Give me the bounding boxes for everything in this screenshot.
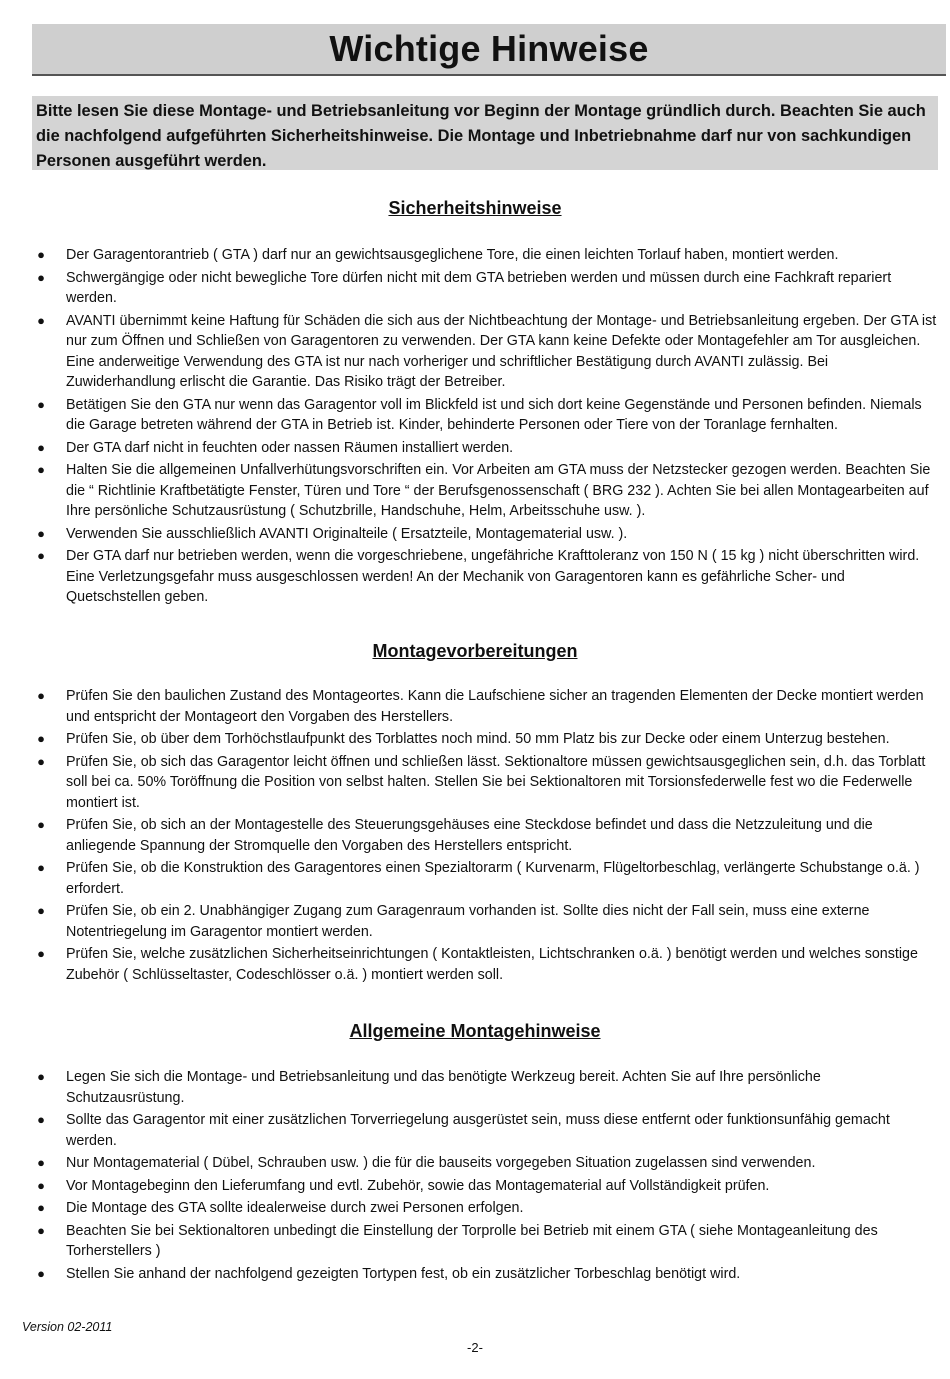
section-heading-montagevorbereitungen: Montagevorbereitungen [372, 641, 578, 661]
list-item-text: Die Montage des GTA sollte idealerweise durch zwei Personen erfolgen. [66, 1200, 524, 1216]
list-item-text: Legen Sie sich die Montage- und Betriebsanleitung und das benötigte Werkzeug bereit. Achten Sie auf Ihre persönliche Schutzausrüstung. [66, 1069, 821, 1106]
list-item [36, 1264, 941, 1285]
list-item-text: Der GTA darf nicht in feuchten oder nassen Räumen installiert werden. [66, 439, 514, 456]
bullet-icon: ● [37, 1177, 45, 1193]
list-item-text: Betätigen Sie den GTA nur wenn das Garagentor voll im Blickfeld ist und sich dort keine Gegenstände und Personen befinden. Niemals die Garage betreten während der GTA in Betrieb ist. Kinder, behinderte Personen oder Tiere von der Toranlage fernhalten. [66, 396, 922, 433]
bullet-icon: ● [37, 312, 45, 328]
version-label: Version 02-2011 [22, 1320, 113, 1334]
list-item-text: Vor Montagebeginn den Lieferumfang und evtl. Zubehör, sowie das Montagematerial auf Vollständigkeit prüfen. [66, 1177, 770, 1194]
bullet-icon: ● [37, 439, 45, 455]
list-item [36, 1176, 941, 1197]
list-item [36, 815, 941, 856]
list-item-text: Schwergängige oder nicht bewegliche Tore dürfen nicht mit dem GTA betrieben werden und müssen durch eine Fachkraft repariert werden. [66, 269, 892, 306]
list-item-text: Prüfen Sie den baulichen Zustand des Montageortes. Kann die Laufschiene sicher an tragenden Elementen der Decke montiert werden und entspricht der Montageort den Vorgaben des Herstellers. [66, 688, 924, 725]
bullet-icon: ● [37, 753, 45, 769]
bullet-icon: ● [37, 817, 45, 832]
bullet-icon: ● [37, 525, 45, 541]
list-item [36, 524, 941, 545]
bullet-icon: ● [37, 247, 45, 262]
list-item [36, 901, 941, 942]
title-bar [32, 24, 946, 76]
bullet-icon: ● [37, 1222, 45, 1238]
list-item [36, 245, 941, 266]
list-item-text: Beachten Sie bei Sektionaltoren unbedingt die Einstellung der Torprolle bei Betrieb mit einem GTA ( siehe Montageanleitung des Torherstellers ) [66, 1222, 878, 1259]
list-item [36, 858, 941, 899]
list-item-text: Der Garagentorantrieb ( GTA ) darf nur an gewichtsausgeglichene Tore, die einen leichten Torlauf haben, montiert werden. [66, 247, 839, 263]
list-item [36, 1221, 941, 1262]
list-item-text: Prüfen Sie, welche zusätzlichen Sicherheitseinrichtungen ( Kontaktleisten, Lichtschranken o.ä. ) benötigt werden und welches sonstige Zubehör ( Schlüsseltaster, Codeschlösser o.ä. ) montiert werden soll. [66, 946, 918, 983]
section-heading-allgemeine-montagehinweise: Allgemeine Montagehinweise [349, 1021, 601, 1041]
list-item [36, 1067, 941, 1108]
bullet-icon: ● [37, 548, 45, 563]
bullet-icon: ● [37, 1265, 45, 1281]
list-item [36, 729, 941, 750]
list-item-text: Verwenden Sie ausschließlich AVANTI Originalteile ( Ersatzteile, Montagematerial usw. ). [66, 525, 628, 542]
list-item [36, 546, 941, 608]
list-item-text: Prüfen Sie, ob sich das Garagentor leicht öffnen und schließen lässt. Sektionaltore müssen gewichtsausgeglichen sein, d.h. das Torblatt soll bei ca. 50% Toröffnung die Position von selbst halten. Stellen Sie bei Sektionaltoren mit Torsionsfederwelle fest wo die Federwelle montiert ist. [66, 753, 926, 811]
list-item-text: Halten Sie die allgemeinen Unfallverhütungsvorschriften ein. Vor Arbeiten am GTA muss der Netzstecker gezogen werden. Beachten Sie die “ Richtlinie Kraftbetätigte Fenster, Türen und Tore “ der Berufsgenossenschaft ( BRG 232 ). Achten Sie bei allen Montagearbeiten auf Ihre persönliche Schutzausrüstung ( Schutzbrille, Handschuhe, Helm, Arbeitsschuhe usw. ). [66, 462, 931, 519]
list-item [36, 460, 941, 522]
bullet-icon: ● [37, 1200, 45, 1215]
list-montagevorbereitungen [36, 686, 941, 987]
bullet-icon: ● [37, 269, 45, 285]
list-item [36, 944, 941, 985]
bullet-icon: ● [37, 688, 45, 703]
list-item-text: Der GTA darf nur betrieben werden, wenn die vorgeschriebene, ungefähriche Krafttoleranz von 150 N ( 15 kg ) nicht überschritten wird. Eine Verletzungsgefahr muss ausgeschlossen werden! An der Mechanik von Garagentoren kann es gefährliche Scher- und Quetschstellen geben. [66, 548, 920, 605]
list-item-text: Nur Montagematerial ( Dübel, Schrauben usw. ) die für die bauseits vorgegeben Situation zugelassen sind verwenden. [66, 1155, 816, 1171]
list-item [36, 752, 941, 814]
bullet-icon: ● [37, 731, 45, 746]
bullet-icon: ● [37, 1112, 45, 1127]
list-item [36, 395, 941, 436]
list-item [36, 1198, 941, 1219]
list-item-text: Stellen Sie anhand der nachfolgend gezeigten Tortypen fest, ob ein zusätzlicher Torbeschlag benötigt wird. [66, 1265, 741, 1282]
list-item [36, 686, 941, 727]
list-item-text: Prüfen Sie, ob ein 2. Unabhängiger Zugang zum Garagenraum vorhanden ist. Sollte dies nicht der Fall sein, muss eine externe Notentriegelung im Garagentor montiert werden. [66, 903, 870, 940]
list-item-text: Prüfen Sie, ob sich an der Montagestelle des Steuerungsgehäuses eine Steckdose befindet und dass die Netzzuleitung und die anliegende Spannung der Stromquelle den Vorgaben des Herstellers entspricht. [66, 817, 873, 854]
list-item [36, 311, 941, 393]
bullet-icon: ● [37, 462, 45, 477]
bullet-icon: ● [37, 860, 45, 875]
list-item [36, 268, 941, 309]
list-item [36, 1110, 941, 1151]
bullet-icon: ● [37, 1155, 45, 1170]
bullet-icon: ● [37, 903, 45, 918]
list-item-text: Sollte das Garagentor mit einer zusätzlichen Torverriegelung ausgerüstet sein, muss diese entfernt oder funktionsunfähig gemacht werden. [66, 1112, 890, 1149]
list-item-text: Prüfen Sie, ob die Konstruktion des Garagentores einen Spezialtorarm ( Kurvenarm, Flügeltorbeschlag, verlängerte Schubstange o.ä. ) erfordert. [66, 860, 920, 897]
list-item [36, 1153, 941, 1174]
list-item-text: AVANTI übernimmt keine Haftung für Schäden die sich aus der Nichtbeachtung der Montage- und Betriebsanleitung ergeben. Der GTA ist nur zum Öffnen und Schließen von Garagentoren zu verwenden. Der GTA kann keine Defekte oder Montagefehler am Tor ausgleichen. Eine anderweitige Verwendung des GTA ist nur nach vorheriger und schriftlicher Bestätigung durch AVANTI zulässig. Bei Zuwiderhandlung erlischt die Garantie. Das Risiko trägt der Betreiber. [66, 312, 937, 390]
bullet-icon: ● [37, 946, 45, 961]
list-item [36, 438, 941, 459]
section-heading-sicherheitshinweise: Sicherheitshinweise [388, 198, 562, 218]
list-item-text: Prüfen Sie, ob über dem Torhöchstlaufpunkt des Torblattes noch mind. 50 mm Platz bis zur Decke oder einem Unterzug bestehen. [66, 731, 890, 747]
intro-notice: Bitte lesen Sie diese Montage- und Betriebsanleitung vor Beginn der Montage gründlich durch. Beachten Sie auch die nachfolgend aufgeführten Sicherheitshinweise. Die Montage und Inbetriebnahme darf nur von sachkundigen Personen ausgeführt werden. [32, 96, 938, 170]
page-number: -2- [467, 1340, 483, 1355]
list-sicherheitshinweise [36, 245, 941, 610]
list-allgemeine-montagehinweise [36, 1067, 941, 1286]
bullet-icon: ● [37, 1069, 45, 1084]
bullet-icon: ● [37, 396, 45, 412]
page-title: Wichtige Hinweise [329, 28, 649, 69]
